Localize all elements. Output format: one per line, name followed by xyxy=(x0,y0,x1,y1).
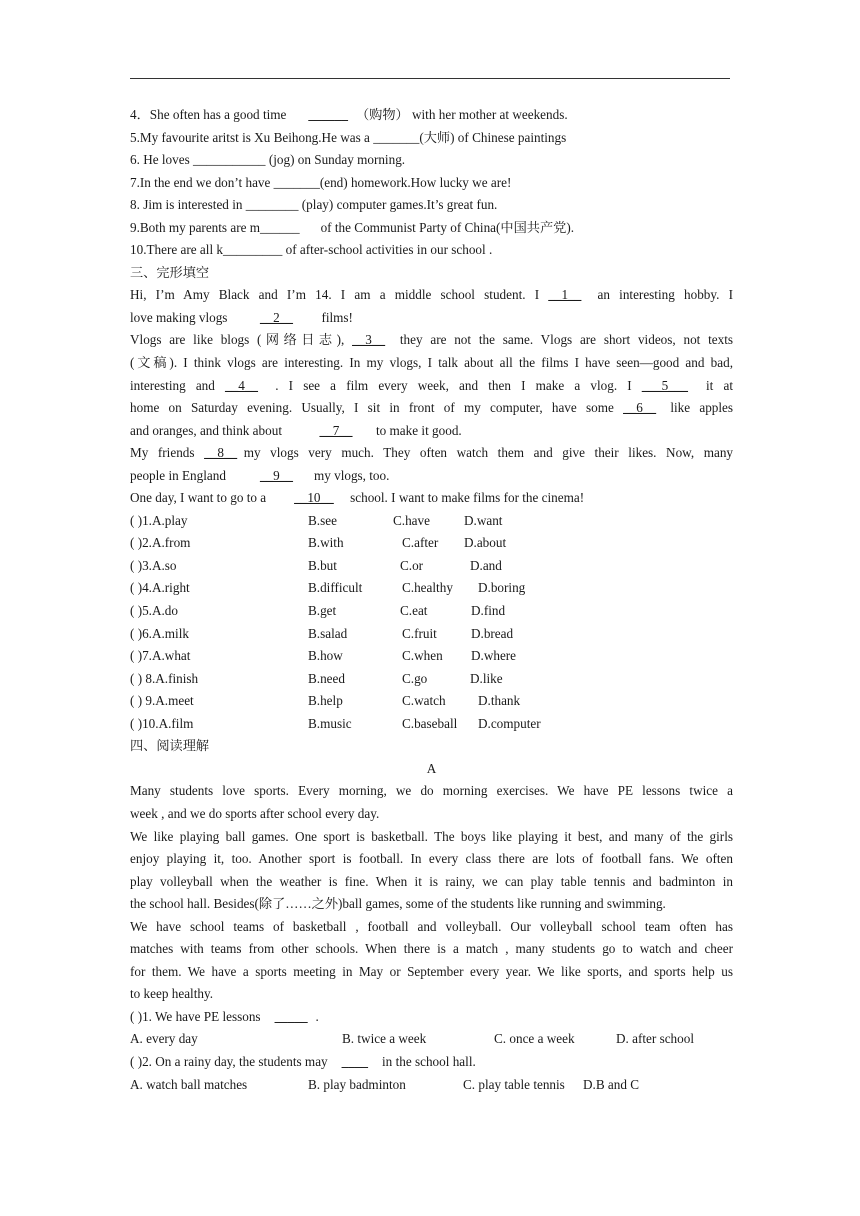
cloze-text: my vlogs very much. They often watch them and give their likes. Now, many xyxy=(243,445,733,461)
cloze-text: people in England xyxy=(130,467,226,483)
option-c[interactable]: C.when xyxy=(402,648,443,664)
option-c[interactable]: C.fruit xyxy=(402,625,437,641)
option-a[interactable]: ( )1.A.play xyxy=(130,512,188,528)
question-1-options xyxy=(130,1028,733,1051)
option-b[interactable]: B.help xyxy=(308,693,343,709)
question-2-options xyxy=(130,1074,733,1097)
item-text: （购物） with her mother at weekends. xyxy=(355,107,568,122)
option-d[interactable]: D.want xyxy=(464,512,503,528)
cloze-text: to make it good. xyxy=(376,422,462,438)
option-d[interactable]: D. after school xyxy=(616,1031,694,1047)
option-b[interactable]: B.difficult xyxy=(308,580,363,596)
fill-in-item-8 xyxy=(130,194,733,217)
cloze-text: One day, I want to go to a xyxy=(130,490,267,506)
cloze-line-7 xyxy=(130,420,733,443)
option-c[interactable]: C.go xyxy=(402,670,428,686)
passage-line: Many students love sports. Every morning, we do morning exercises. We have PE lessons twice a xyxy=(130,783,733,799)
option-a[interactable]: ( )4.A.right xyxy=(130,580,190,596)
option-c[interactable]: C.after xyxy=(402,535,439,551)
cloze-text: films! xyxy=(321,309,353,325)
option-a[interactable]: A. every day xyxy=(130,1031,198,1047)
fill-in-item-4 xyxy=(130,104,733,127)
cloze-option-row-1 xyxy=(130,510,733,533)
cloze-option-row-3 xyxy=(130,555,733,578)
fill-in-item-9 xyxy=(130,217,733,240)
cloze-text: an interesting hobby. I xyxy=(597,287,733,303)
cloze-line-8 xyxy=(130,442,733,465)
fill-in-item-7 xyxy=(130,172,733,195)
option-d[interactable]: D.thank xyxy=(478,693,521,709)
item-text: 8. Jim is interested in ________ (play) computer games.It’s great fun. xyxy=(130,197,498,213)
question-text: in the school hall. xyxy=(382,1053,476,1069)
question-1-stem xyxy=(130,1006,733,1029)
cloze-line-5 xyxy=(130,375,733,398)
item-text: of the Communist Party of China(中国共产党). xyxy=(320,219,575,235)
option-b[interactable]: B. play badminton xyxy=(308,1076,406,1092)
cloze-blank-8[interactable]: __8__ xyxy=(204,445,238,461)
cloze-text: Hi, I’m Amy Black and I’m 14. I am a middle school student. I xyxy=(130,287,540,303)
cloze-line-9 xyxy=(130,465,733,488)
section-heading-cloze: 三、完形填空 xyxy=(130,264,210,280)
passage-line: the school hall. Besides(除了……之外)ball games, some of the students like running and swimming. xyxy=(130,896,666,912)
option-c[interactable]: C. once a week xyxy=(494,1031,575,1047)
cloze-text: and oranges, and think about xyxy=(130,422,282,438)
option-b[interactable]: B. twice a week xyxy=(342,1031,427,1047)
cloze-blank-7[interactable]: __7__ xyxy=(319,422,353,438)
cloze-option-row-8 xyxy=(130,668,733,691)
passage-line: to keep healthy. xyxy=(130,986,214,1002)
cloze-line-2 xyxy=(130,307,733,330)
cloze-blank-10[interactable]: __10__ xyxy=(294,490,334,506)
option-a[interactable]: ( )10.A.film xyxy=(130,715,194,731)
option-b[interactable]: B.music xyxy=(308,715,352,731)
cloze-text: interesting and xyxy=(130,377,215,393)
cloze-line-3 xyxy=(130,329,733,352)
fill-in-item-5 xyxy=(130,127,733,150)
cloze-text: my vlogs, too. xyxy=(313,467,390,483)
passage-label: A xyxy=(426,760,437,776)
item-text: 10.There are all k_________ of after-school activities in our school . xyxy=(130,242,493,258)
worksheet-body xyxy=(130,104,733,1096)
cloze-blank-4[interactable]: __4__ xyxy=(225,377,258,393)
option-d[interactable]: D.boring xyxy=(478,580,526,596)
option-d[interactable]: D.about xyxy=(464,535,507,551)
cloze-option-row-4 xyxy=(130,577,733,600)
option-d[interactable]: D.where xyxy=(471,648,517,664)
option-c[interactable]: C.baseball xyxy=(402,715,458,731)
option-c[interactable]: C.healthy xyxy=(402,580,453,596)
cloze-blank-1[interactable]: __1__ xyxy=(548,287,582,303)
answer-blank[interactable]: ____ xyxy=(341,1053,369,1069)
cloze-text: (文稿). I think vlogs are interesting. In my vlogs, I talk about all the films I have seen—good and bad, xyxy=(130,355,733,371)
section-heading-reading: 四、阅读理解 xyxy=(130,738,210,754)
item-text: 5.My favourite aritst is Xu Beihong.He was a _______(大师) of Chinese paintings xyxy=(130,129,567,145)
cloze-option-row-9 xyxy=(130,690,733,713)
item-text: 9.Both my parents are m______ xyxy=(130,219,300,235)
cloze-line-10 xyxy=(130,487,733,510)
cloze-text: school. I want to make films for the cinema! xyxy=(350,490,585,506)
option-c[interactable]: C.eat xyxy=(400,603,428,619)
cloze-option-row-5 xyxy=(130,600,733,623)
option-b[interactable]: B.need xyxy=(308,670,345,686)
option-a[interactable]: ( )5.A.do xyxy=(130,603,178,619)
cloze-option-row-7 xyxy=(130,645,733,668)
cloze-blank-5[interactable]: ___5___ xyxy=(641,377,688,393)
option-a[interactable]: ( ) 8.A.finish xyxy=(130,670,199,686)
option-a[interactable]: ( )3.A.so xyxy=(130,557,177,573)
cloze-text: they are not the same. Vlogs are short videos, not texts xyxy=(399,332,733,348)
question-text: ( )2. On a rainy day, the students may xyxy=(130,1053,328,1069)
passage-line: for them. We have a sports meeting in May or September every year. We like sports, and sports help us xyxy=(130,963,733,979)
option-c[interactable]: C.watch xyxy=(402,693,446,709)
item-text: 6. He loves ___________ (jog) on Sunday morning. xyxy=(130,152,406,168)
cloze-text: home on Saturday evening. Usually, I sit in front of my computer, have some xyxy=(130,400,614,416)
fill-in-item-6 xyxy=(130,149,733,172)
cloze-blank-3[interactable]: __3__ xyxy=(352,332,386,348)
cloze-text: love making vlogs xyxy=(130,309,228,325)
option-b[interactable]: B.get xyxy=(308,603,337,619)
passage-line: play volleyball when the weather is fine. When it is rainy, we can play table tennis and badminton in xyxy=(130,873,733,889)
cloze-text: Vlogs are like blogs (网络日志), xyxy=(130,332,345,348)
cloze-text: like apples xyxy=(670,400,733,416)
option-c[interactable]: C. play table tennis xyxy=(463,1076,565,1092)
cloze-text: . I see a film every week, and then I make a vlog. I xyxy=(275,377,632,393)
header-rule xyxy=(130,78,730,79)
option-a[interactable]: ( )2.A.from xyxy=(130,535,191,551)
question-text: . xyxy=(315,1008,319,1024)
question-text: ( )1. We have PE lessons xyxy=(130,1008,261,1024)
cloze-blank-2[interactable]: __2__ xyxy=(259,309,293,325)
fill-in-item-10 xyxy=(130,239,733,262)
option-d[interactable]: D.bread xyxy=(471,625,514,641)
option-b[interactable]: B.salad xyxy=(308,625,348,641)
option-a[interactable]: ( )6.A.milk xyxy=(130,625,189,641)
option-a[interactable]: ( )7.A.what xyxy=(130,648,191,664)
option-b[interactable]: B.how xyxy=(308,648,343,664)
cloze-line-1 xyxy=(130,284,733,307)
cloze-blank-9[interactable]: __9__ xyxy=(259,467,293,483)
option-a[interactable]: ( ) 9.A.meet xyxy=(130,693,194,709)
cloze-blank-6[interactable]: __6__ xyxy=(623,400,657,416)
cloze-text: My friends xyxy=(130,445,195,461)
option-c[interactable]: C.have xyxy=(393,512,430,528)
passage-line: We like playing ball games. One sport is basketball. The boys like playing it best, and many of the girls xyxy=(130,828,733,844)
option-b[interactable]: B.see xyxy=(308,512,337,528)
question-2-stem xyxy=(130,1051,733,1074)
cloze-option-row-10 xyxy=(130,713,733,736)
item-text: 7.In the end we don’t have _______(end) homework.How lucky we are! xyxy=(130,174,512,190)
cloze-line-6 xyxy=(130,397,733,420)
answer-blank[interactable]: ______ xyxy=(308,107,348,122)
option-a[interactable]: A. watch ball matches xyxy=(130,1076,248,1092)
option-b[interactable]: B.with xyxy=(308,535,344,551)
option-c[interactable]: C.or xyxy=(400,557,424,573)
passage-line: matches with teams from other schools. When there is a match , many students go to watch and cheer xyxy=(130,941,733,957)
answer-blank[interactable]: _____ xyxy=(274,1008,308,1024)
cloze-option-row-2 xyxy=(130,532,733,555)
option-d[interactable]: D.like xyxy=(470,670,503,686)
option-d[interactable]: D.computer xyxy=(478,715,541,731)
option-b[interactable]: B.but xyxy=(308,557,337,573)
item-text: 4．She often has a good time xyxy=(130,107,287,122)
option-d[interactable]: D.B and C xyxy=(583,1076,640,1092)
option-d[interactable]: D.find xyxy=(471,603,506,619)
passage-line: We have school teams of basketball , football and volleyball. Our volleyball school team often has xyxy=(130,918,733,934)
option-d[interactable]: D.and xyxy=(470,557,502,573)
passage-line: enjoy playing it, too. Another sport is football. In every class there are lots of football fans. We often xyxy=(130,851,733,867)
cloze-option-row-6 xyxy=(130,623,733,646)
passage-line: week , and we do sports after school every day. xyxy=(130,805,380,821)
cloze-line-4 xyxy=(130,352,733,375)
cloze-text: it at xyxy=(705,377,733,393)
